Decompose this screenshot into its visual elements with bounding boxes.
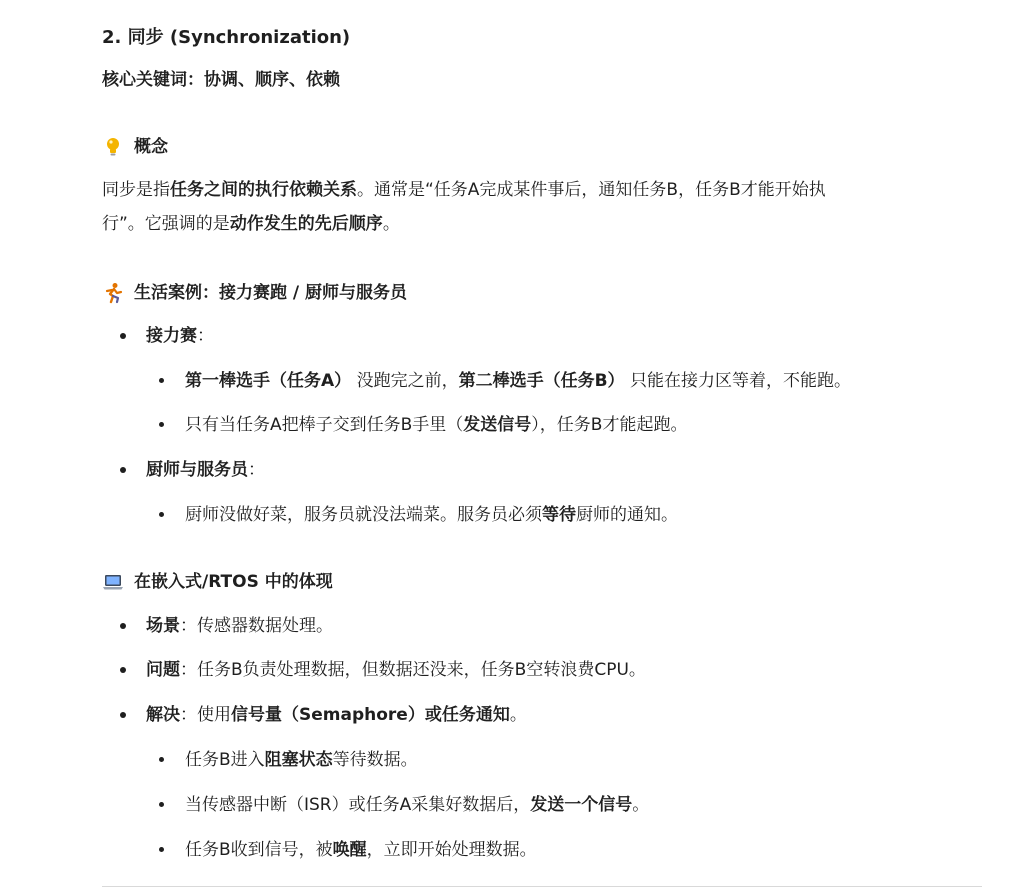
- concept-paragraph: 同步是指任务之间的执行依赖关系。通常是“任务A完成某件事后，通知任务B，任务B才能开始执 行”。它强调的是动作发生的先后顺序。: [102, 180, 826, 234]
- list-item-relay-1: 第一棒选手（任务A） 没跑完之前，第二棒选手（任务B） 只能在接力区等着，不能跑。: [185, 371, 851, 391]
- section-heading: 2. 同步 (Synchronization): [102, 27, 351, 48]
- concept-heading: [102, 135, 168, 159]
- bullet-icon: [120, 467, 126, 473]
- lightbulb-icon: [102, 136, 124, 158]
- list-item-chef-1: 厨师没做好菜，服务员就没法端菜。服务员必须等待厨师的通知。: [185, 505, 678, 525]
- bullet-icon: [120, 712, 126, 718]
- divider: [102, 886, 982, 887]
- bullet-icon: [159, 757, 164, 762]
- laptop-icon: [102, 571, 124, 593]
- life-example-title: 生活案例：接力赛跑 / 厨师与服务员: [134, 283, 408, 303]
- bullet-icon: [120, 667, 126, 673]
- list-item-scene: 场景：传感器数据处理。: [146, 616, 333, 636]
- bullet-icon: [159, 422, 164, 427]
- core-keywords: 核心关键词：协调、顺序、依赖: [102, 70, 340, 90]
- list-item-step-1: 任务B进入阻塞状态等待数据。: [185, 750, 418, 770]
- bullet-icon: [159, 802, 164, 807]
- bullet-icon: [120, 333, 126, 339]
- list-item-step-2: 当传感器中断（ISR）或任务A采集好数据后，发送一个信号。: [185, 795, 650, 815]
- list-item-relay-2: 只有当任务A把棒子交到任务B手里（发送信号），任务B才能起跑。: [185, 415, 688, 435]
- list-item-problem: 问题：任务B负责处理数据，但数据还没来，任务B空转浪费CPU。: [146, 660, 646, 680]
- list-item-chef: 厨师与服务员：: [146, 460, 265, 480]
- embedded-heading: [102, 570, 333, 594]
- running-person-icon: [102, 282, 124, 304]
- life-example-heading: [102, 281, 407, 305]
- bullet-icon: [159, 378, 164, 383]
- list-item-relay: 接力赛：: [146, 326, 214, 346]
- embedded-title: 在嵌入式/RTOS 中的体现: [134, 572, 333, 592]
- list-item-solve: 解决：使用信号量（Semaphore）或任务通知。: [146, 705, 527, 725]
- concept-title: 概念: [134, 137, 168, 157]
- bullet-icon: [159, 847, 164, 852]
- bullet-icon: [159, 512, 164, 517]
- bullet-icon: [120, 623, 126, 629]
- list-item-step-3: 任务B收到信号，被唤醒，立即开始处理数据。: [185, 840, 537, 860]
